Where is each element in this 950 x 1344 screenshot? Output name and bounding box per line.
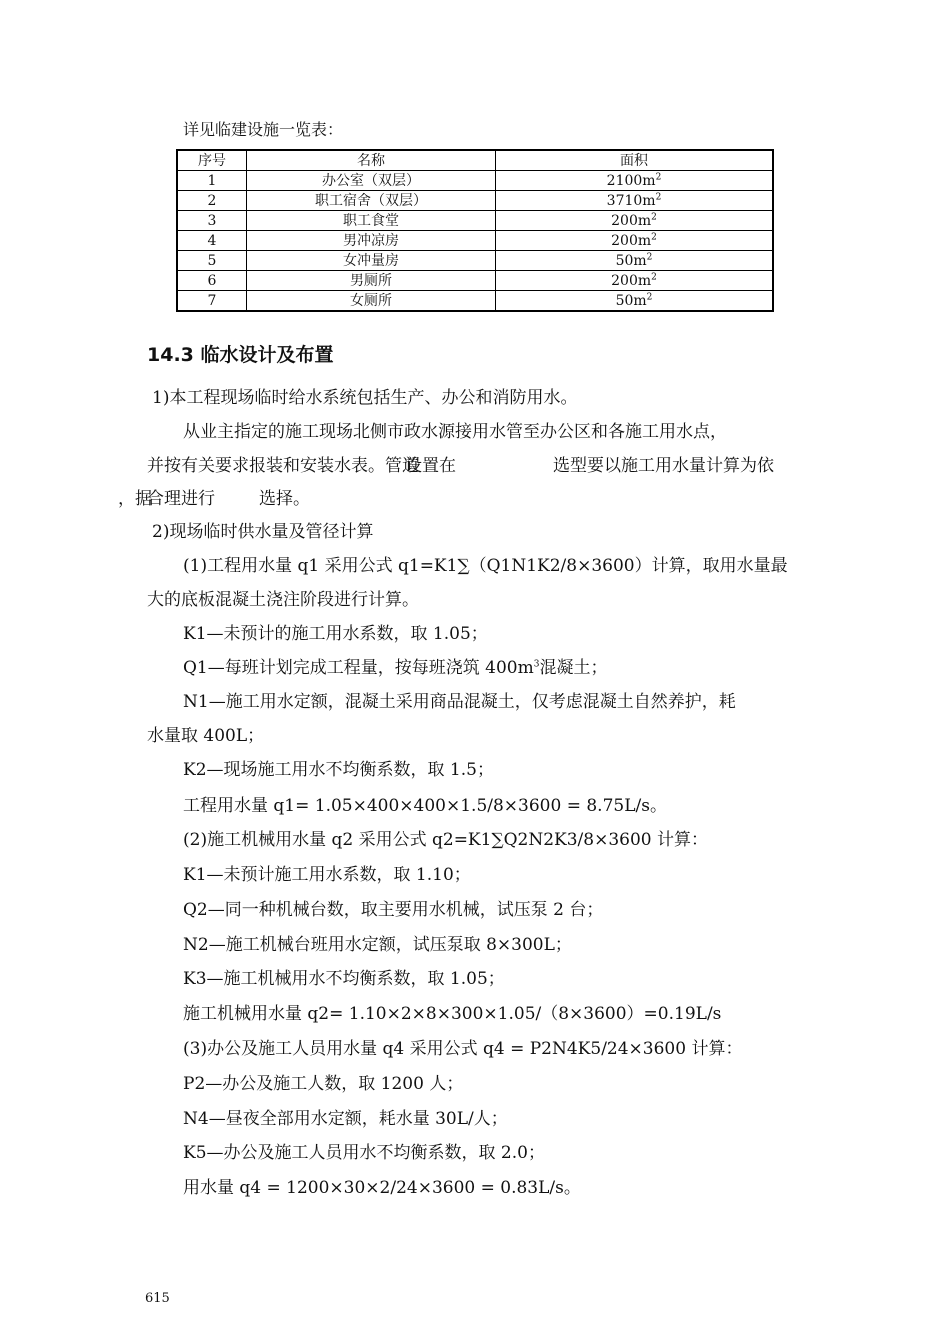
paragraph-fragment: 设置在 bbox=[405, 456, 456, 476]
area-unit-superscript: 2 bbox=[651, 271, 657, 282]
table-row bbox=[177, 211, 773, 231]
cell-area bbox=[496, 231, 774, 251]
area-unit-superscript: 2 bbox=[646, 291, 653, 302]
table-header-row bbox=[177, 150, 773, 171]
header-no: 序号 bbox=[177, 150, 247, 171]
header-name: 名称 bbox=[247, 150, 496, 171]
area-value: 50m bbox=[615, 252, 647, 269]
area-value: 2100m bbox=[606, 172, 656, 189]
paragraph-line: 1)本工程现场临时给水系统包括生产、办公和消防用水。 bbox=[152, 388, 578, 408]
cell-name: 职工宿舍（双层） bbox=[247, 191, 496, 211]
paragraph-line: K2—现场施工用水不均衡系数，取 1.5； bbox=[183, 760, 494, 780]
paragraph-line: K3—施工机械用水不均衡系数，取 1.05； bbox=[183, 969, 505, 989]
cell-no: 6 bbox=[177, 271, 247, 291]
cell-area bbox=[496, 171, 774, 191]
area-unit-superscript: 2 bbox=[655, 191, 662, 202]
cell-no: 7 bbox=[177, 291, 247, 312]
cell-name: 职工食堂 bbox=[247, 211, 496, 231]
page-number: 615 bbox=[145, 1291, 170, 1306]
cell-area bbox=[496, 271, 774, 291]
cell-name: 男冲凉房 bbox=[247, 231, 496, 251]
paragraph-line: Q1—每班计划完成工程量，按每班浇筑 $400m^3$混凝土； bbox=[183, 658, 608, 678]
area-value: 50m bbox=[615, 292, 647, 309]
paragraph-line: (2)施工机械用水量 q2 采用公式 q2=K1∑Q2N2K3/8×3600 计算： bbox=[183, 830, 708, 850]
header-area: 面积 bbox=[496, 150, 774, 171]
paragraph-line: Q2—同一种机械台数，取主要用水机械，试压泵 2 台； bbox=[183, 900, 604, 920]
paragraph-line: 2)现场临时供水量及管径计算 bbox=[152, 522, 374, 542]
table-row bbox=[177, 171, 773, 191]
table-intro: 详见临建设施一览表： bbox=[183, 120, 344, 139]
paragraph-line: N2—施工机械台班用水定额，试压泵取 8×300L； bbox=[183, 935, 572, 955]
paragraph-line: (3)办公及施工人员用水量 q4 采用公式 q4 = P2N4K5/24×3600 计算： bbox=[183, 1039, 743, 1059]
area-value: 200m bbox=[611, 272, 652, 289]
area-value: 200m bbox=[611, 232, 652, 249]
cell-area bbox=[496, 191, 774, 211]
table-row bbox=[177, 271, 773, 291]
area-unit-superscript: 2 bbox=[651, 231, 657, 242]
area-value: 3710m bbox=[606, 192, 656, 209]
table-row bbox=[177, 251, 773, 271]
paragraph-line: 大的底板混凝土浇注阶段进行计算。 bbox=[147, 590, 419, 610]
paragraph-line: 施工机械用水量 q2= 1.10×2×8×300×1.05/（8×3600）=0.19L/s bbox=[183, 1004, 722, 1024]
table-row bbox=[177, 191, 773, 211]
cell-name: 男厕所 bbox=[247, 271, 496, 291]
cell-no: 5 bbox=[177, 251, 247, 271]
paragraph-line: (1)工程用水量 q1 采用公式 q1=K1∑（Q1N1K2/8×3600）计算，取用水量最 bbox=[183, 556, 788, 576]
facilities-table bbox=[176, 149, 774, 312]
area-value: 200m bbox=[611, 212, 652, 229]
cell-area bbox=[496, 291, 774, 312]
paragraph-line: K1—未预计的施工用水系数，取 1.05； bbox=[183, 624, 488, 644]
cell-name: 女冲量房 bbox=[247, 251, 496, 271]
paragraph-line: N1—施工用水定额，混凝土采用商品混凝土，仅考虑混凝土自然养护，耗 bbox=[183, 692, 736, 712]
paragraph-fragment: ，据 bbox=[118, 489, 152, 509]
cell-no: 4 bbox=[177, 231, 247, 251]
paragraph-line: K5—办公及施工人员用水不均衡系数，取 2.0； bbox=[183, 1143, 545, 1163]
paragraph-line: 工程用水量 q1= 1.05×400×400×1.5/8×3600 = 8.75L/s。 bbox=[183, 796, 667, 816]
paragraph-line: 从业主指定的施工现场北侧市政水源接用水管至办公区和各施工用水点， bbox=[183, 422, 727, 442]
paragraph-line: 选择。 bbox=[259, 489, 310, 509]
section-heading: 14.3 临水设计及布置 bbox=[147, 344, 334, 366]
paragraph-line: K1—未预计施工用水系数，取 1.10； bbox=[183, 865, 471, 885]
paragraph-line: P2—办公及施工人数，取 1200 人； bbox=[183, 1074, 464, 1094]
area-unit-superscript: 2 bbox=[655, 171, 662, 182]
cell-no: 2 bbox=[177, 191, 247, 211]
cell-area bbox=[496, 251, 774, 271]
cell-name: 办公室（双层） bbox=[247, 171, 496, 191]
cell-name: 女厕所 bbox=[247, 291, 496, 312]
cell-no: 1 bbox=[177, 171, 247, 191]
paragraph-line: 并按有关要求报装和安装水表。管道 bbox=[147, 456, 419, 476]
area-unit-superscript: 2 bbox=[646, 251, 653, 262]
paragraph-line: N4—昼夜全部用水定额，耗水量 30L/人； bbox=[183, 1109, 508, 1129]
table-row bbox=[177, 291, 773, 312]
paragraph-line: 用水量 q4 = 1200×30×2/24×3600 = 0.83L/s。 bbox=[183, 1178, 581, 1198]
paragraph-line: 水量取 400L； bbox=[147, 726, 265, 746]
table-row bbox=[177, 231, 773, 251]
cell-area bbox=[496, 211, 774, 231]
paragraph-fragment: 合理进行 bbox=[147, 489, 215, 509]
area-unit-superscript: 2 bbox=[651, 211, 657, 222]
cell-no: 3 bbox=[177, 211, 247, 231]
paragraph-line: 选型要以施工用水量计算为依 bbox=[553, 456, 774, 476]
